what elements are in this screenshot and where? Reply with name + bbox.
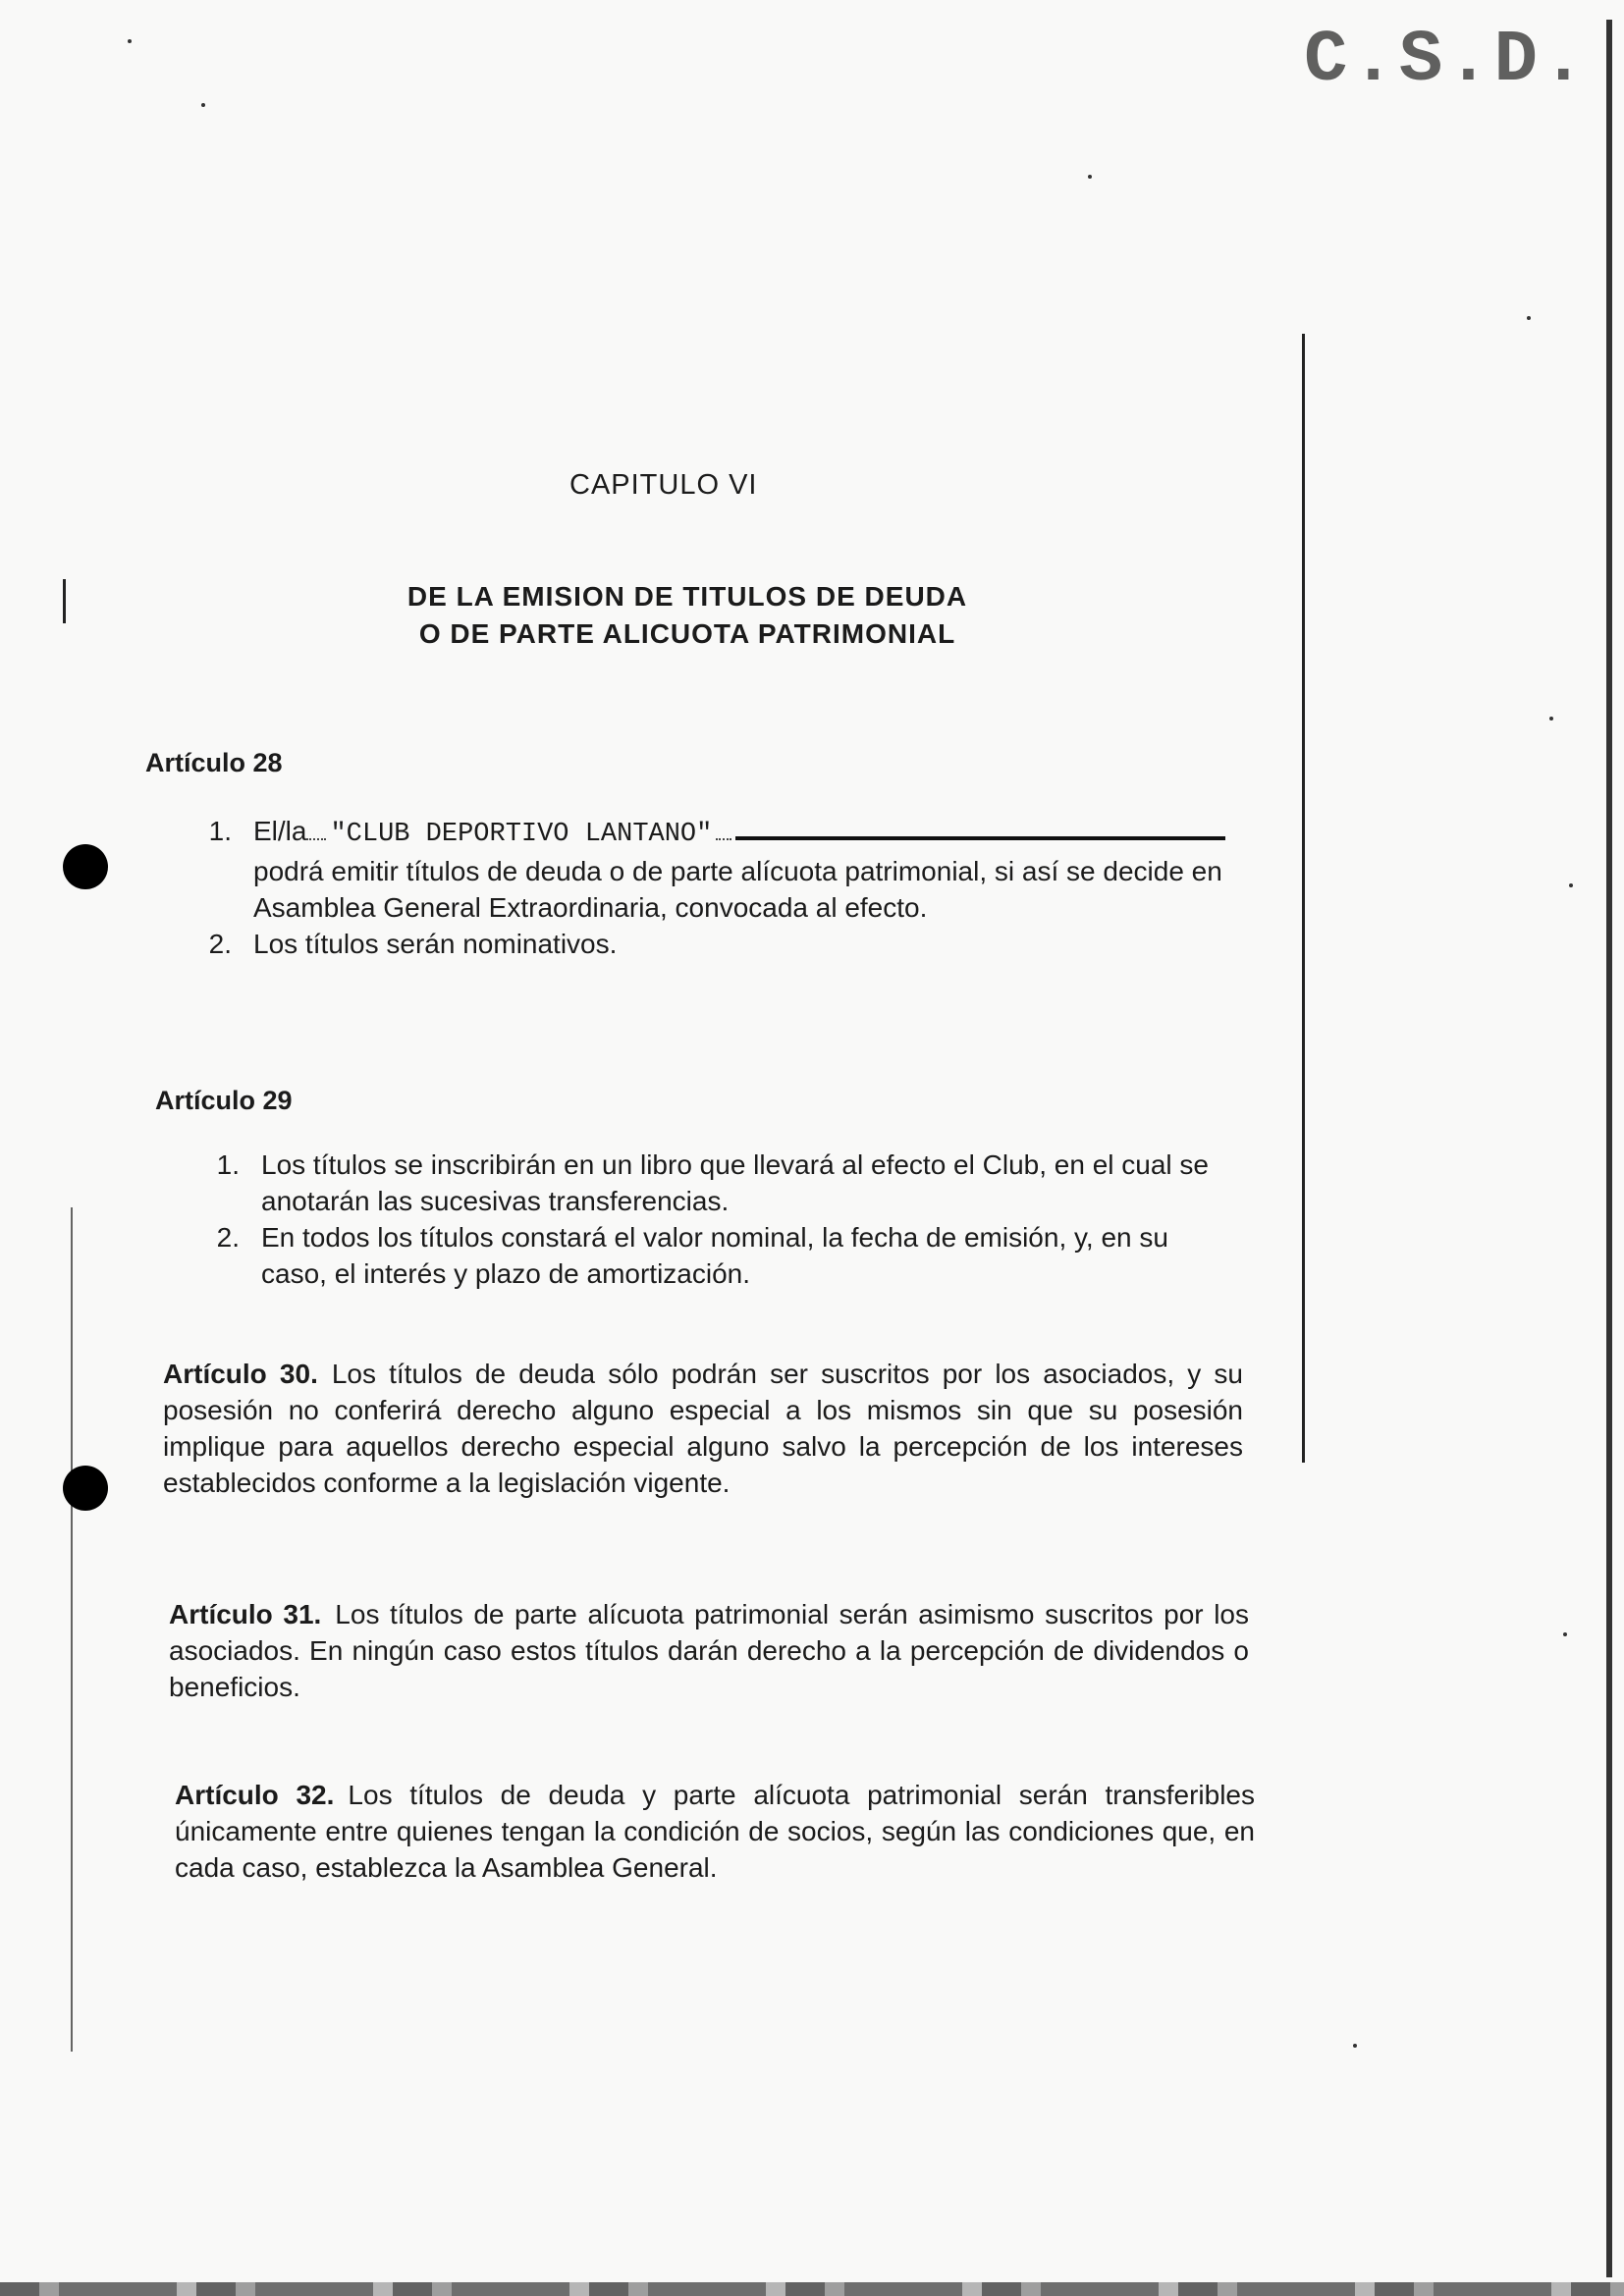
article-28-title: Artículo 28 (145, 748, 283, 777)
speck (1353, 2044, 1357, 2048)
item-text: Los títulos se inscribirán en un libro que llevará al efecto el Club, en el cual se anotarán las sucesivas transferencias. (261, 1149, 1209, 1216)
item-prefix: El/la (253, 816, 307, 846)
article-29-list (200, 1147, 1233, 1292)
speck (1527, 316, 1531, 320)
list-item (200, 1147, 1233, 1219)
scan-edge-right (1606, 20, 1612, 2277)
punch-hole-top (63, 844, 108, 889)
item-number: 2. (208, 929, 232, 959)
list-item (192, 926, 1225, 962)
margin-bar-right (1302, 334, 1305, 1463)
speck (1569, 883, 1573, 887)
article-31-title: Artículo 31. (169, 1599, 322, 1629)
dotted-leader (306, 825, 326, 840)
fill-rule (735, 825, 1225, 840)
item-number: 1. (216, 1149, 240, 1180)
section-heading-line-2: O DE PARTE ALICUOTA PATRIMONIAL (418, 618, 956, 649)
article-30-text: Los títulos de deuda sólo podrán ser suscritos por los asociados, y su posesión no conferirá derecho alguno especial a los mismos sin que su posesión implique para aquellos derecho especial alguno salvo la percepción de los intereses establecidos conforme a la legislación vigente. (163, 1359, 1243, 1498)
section-heading-line-1: DE LA EMISION DE TITULOS DE DEUDA (406, 581, 968, 612)
chapter-title: CAPITULO VI (569, 469, 758, 501)
speck (1549, 717, 1553, 721)
article-30-title: Artículo 30. (163, 1359, 318, 1389)
scan-edge-bottom (0, 2282, 1624, 2296)
article-32-text: Los títulos de deuda y parte alícuota patrimonial serán transferibles únicamente entre quienes tengan la condición de socios, según las condiciones que, en cada caso, establezca la Asamblea General. (175, 1780, 1256, 1883)
speck (201, 103, 205, 107)
fill-in-line (253, 813, 1225, 853)
list-item (200, 1219, 1233, 1292)
margin-tick (63, 579, 66, 623)
article-31-paragraph (169, 1596, 1249, 1705)
punch-hole-bottom (63, 1466, 108, 1511)
article-32-paragraph (175, 1777, 1255, 1886)
speck (1088, 175, 1092, 179)
item-number: 2. (216, 1222, 240, 1253)
margin-bar-left (71, 1207, 73, 2052)
article-30-paragraph (163, 1356, 1243, 1501)
article-32-title: Artículo 32. (175, 1780, 335, 1810)
list-item (192, 813, 1225, 926)
item-text: podrá emitir títulos de deuda o de parte alícuota patrimonial, si así se decide en Asamblea General Extraordinaria, convocada al efecto. (253, 856, 1222, 923)
article-29-title: Artículo 29 (155, 1086, 293, 1115)
speck (1563, 1632, 1567, 1636)
club-name: "CLUB DEPORTIVO LANTANO" (330, 820, 713, 849)
item-text: Los títulos serán nominativos. (253, 929, 618, 959)
csd-stamp: C.S.D. (1304, 20, 1590, 102)
article-28-list (192, 813, 1225, 962)
speck (128, 39, 132, 43)
item-text: En todos los títulos constará el valor nominal, la fecha de emisión, y, en su caso, el interés y plazo de amortización. (261, 1222, 1168, 1289)
article-31-text: Los títulos de parte alícuota patrimonial serán asimismo suscritos por los asociados. En ningún caso estos títulos darán derecho a la percepción de dividendos o beneficios. (169, 1599, 1249, 1702)
item-number: 1. (208, 816, 232, 846)
dotted-leader (716, 825, 731, 840)
